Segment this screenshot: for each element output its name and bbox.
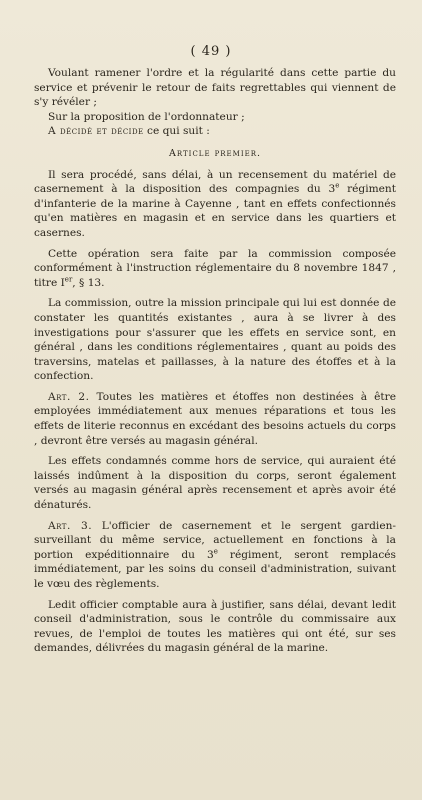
art3-text-a: L'officier de casernement et le sergent gardien-surveillant du même service, actuellement en fonctions à la portion expéditionnaire du 3 — [34, 519, 396, 561]
article-heading: Article premier. — [169, 147, 261, 159]
article-2-label: Art. 2. — [48, 390, 90, 403]
art3-text-b: régiment, seront remplacés immédiatement, par les soins du conseil d'administration, suivant le vœu des règlements. — [34, 548, 396, 590]
preamble-paragraph: Voulant ramener l'ordre et la régularité dans cette partie du service et prévenir le retour de faits regrettables qui viennent de s'y révéler ; — [34, 67, 396, 109]
art1-p2-text-b: , § 13. — [72, 276, 105, 289]
article-1-paragraph-2 — [34, 247, 396, 291]
article-2-paragraph-1 — [34, 390, 396, 448]
article-2-paragraph-2: Les effets condamnés comme hors de service, qui auraient été laissés indûment à la disposition du corps, seront également versés au magasin général après recensement et après avoir été dénaturés. — [34, 455, 396, 512]
body-text — [34, 66, 396, 656]
page-number: ( 49 ) — [190, 44, 232, 59]
art1-p2-text-a: Cette opération sera faite par la commission composée conformément à l'instruction réglementaire du 8 novembre 1847 , titre I — [34, 247, 396, 289]
article-1-paragraph-1 — [34, 168, 396, 241]
article-1-paragraph-3: La commission, outre la mission principale qui lui est donnée de constater les quantités existantes , aura à se livrer à des investigations pour s'assurer que les effets en service sont, en général , dans les conditions réglementaires , quant au poids des traversins, matelas et paillasses, à la nature des étoffes et à la confection. — [34, 297, 396, 383]
art1-p2-sup: er — [64, 275, 73, 284]
decision-tail: ce qui suit : — [143, 125, 210, 138]
article-3-label: Art. 3. — [48, 519, 93, 532]
article-3-paragraph-1 — [34, 519, 396, 592]
article-2-text: Toutes les matières et étoffes non destinées à être employées immédiatement aux menues réparations et tous les effets de literie reconnus en excédant des besoins actuels du corps , devront être versés au magasin général. — [34, 390, 396, 447]
art3-sup: e — [213, 547, 218, 556]
decision-lead: A décidé et décide — [48, 125, 144, 138]
art1-p1-text-a: Il sera procédé, sans délai, à un recensement du matériel de casernement à la disposition des compagnies du 3 — [34, 168, 396, 196]
decision-paragraph — [34, 124, 396, 139]
art1-p1-text-b: régiment d'infanterie de la marine à Cayenne , tant en effets confectionnés qu'en matières en magasin et en service dans les quartiers et casernes. — [34, 183, 396, 239]
proposition-paragraph: Sur la proposition de l'ordonnateur ; — [48, 110, 245, 123]
art1-p1-sup: e — [335, 181, 340, 190]
article-3-paragraph-2: Ledit officier comptable aura à justifier, sans délai, devant ledit conseil d'administration, sous le contrôle du commissaire aux revues, de l'emploi de toutes les matières qui ont été, sur ses demandes, délivrées du magasin général de la marine. — [34, 598, 396, 655]
